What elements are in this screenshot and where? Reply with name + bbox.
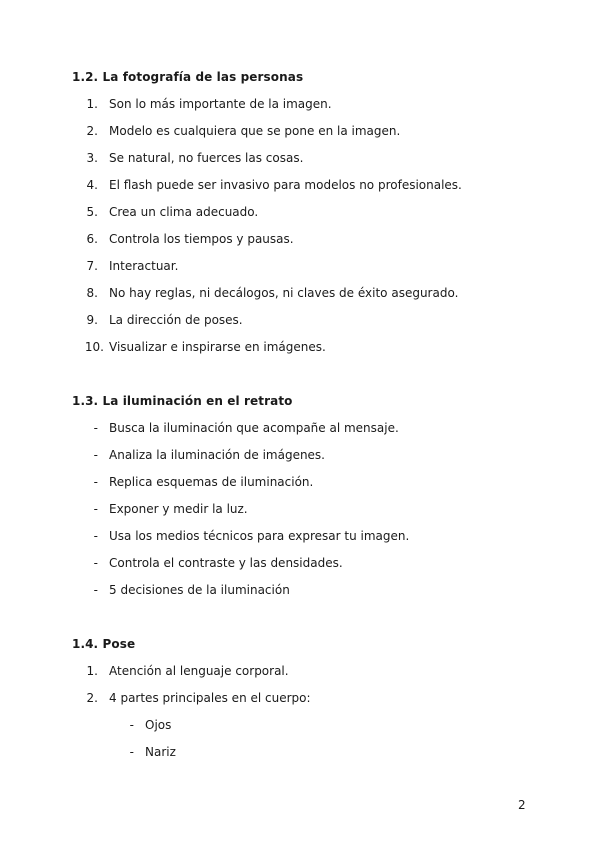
list-marker: - <box>93 448 98 462</box>
list-marker: - <box>93 421 98 435</box>
list-marker: 1. <box>86 664 98 678</box>
list-marker: - <box>93 502 98 516</box>
list-item-text: Se natural, no fuerces las cosas. <box>109 151 304 165</box>
list-item-text: Modelo es cualquiera que se pone en la imagen. <box>109 124 401 138</box>
list-item-text: Busca la iluminación que acompañe al mensaje. <box>109 421 399 435</box>
list-item-text: Interactuar. <box>109 259 179 273</box>
list-item-text: Visualizar e inspirarse en imágenes. <box>109 340 326 354</box>
list-marker: 10. <box>84 340 104 354</box>
list-item-text: El flash puede ser invasivo para modelos no profesionales. <box>109 178 462 192</box>
list-marker: - <box>93 583 98 597</box>
list-marker: 7. <box>86 259 98 273</box>
list-marker: 6. <box>86 232 98 246</box>
list-item-text: Son lo más importante de la imagen. <box>109 97 332 111</box>
list-item-text: Crea un clima adecuado. <box>109 205 259 219</box>
list-item-text: Analiza la iluminación de imágenes. <box>109 448 325 462</box>
list-item-text: Controla el contraste y las densidades. <box>109 556 343 570</box>
list-marker: 8. <box>86 286 98 300</box>
list-item-text: Exponer y medir la luz. <box>109 502 248 516</box>
list-item-text: 4 partes principales en el cuerpo: <box>109 691 311 705</box>
list-item-text: No hay reglas, ni decálogos, ni claves de éxito asegurado. <box>109 286 459 300</box>
list-marker: 1. <box>86 97 98 111</box>
list-marker: - <box>129 718 134 732</box>
list-item-text: Usa los medios técnicos para expresar tu imagen. <box>109 529 410 543</box>
list-item-text: Ojos <box>145 718 172 732</box>
list-item-text: Atención al lenguaje corporal. <box>109 664 289 678</box>
list-marker: - <box>129 745 134 759</box>
list-marker: - <box>93 529 98 543</box>
section-heading: 1.2. La fotografía de las personas <box>72 70 304 84</box>
list-item-text: Nariz <box>145 745 176 759</box>
page-number: 2 <box>518 798 526 812</box>
list-marker: 9. <box>86 313 98 327</box>
list-marker: - <box>93 475 98 489</box>
list-marker: 2. <box>86 691 98 705</box>
list-marker: 4. <box>86 178 98 192</box>
list-item-text: 5 decisiones de la iluminación <box>109 583 290 597</box>
list-marker: - <box>93 556 98 570</box>
list-marker: 5. <box>86 205 98 219</box>
list-item-text: Controla los tiempos y pausas. <box>109 232 294 246</box>
list-item-text: La dirección de poses. <box>109 313 243 327</box>
section-heading: 1.4. Pose <box>72 637 136 651</box>
list-marker: 3. <box>86 151 98 165</box>
list-item-text: Replica esquemas de iluminación. <box>109 475 314 489</box>
section-heading: 1.3. La iluminación en el retrato <box>72 394 293 408</box>
list-marker: 2. <box>86 124 98 138</box>
